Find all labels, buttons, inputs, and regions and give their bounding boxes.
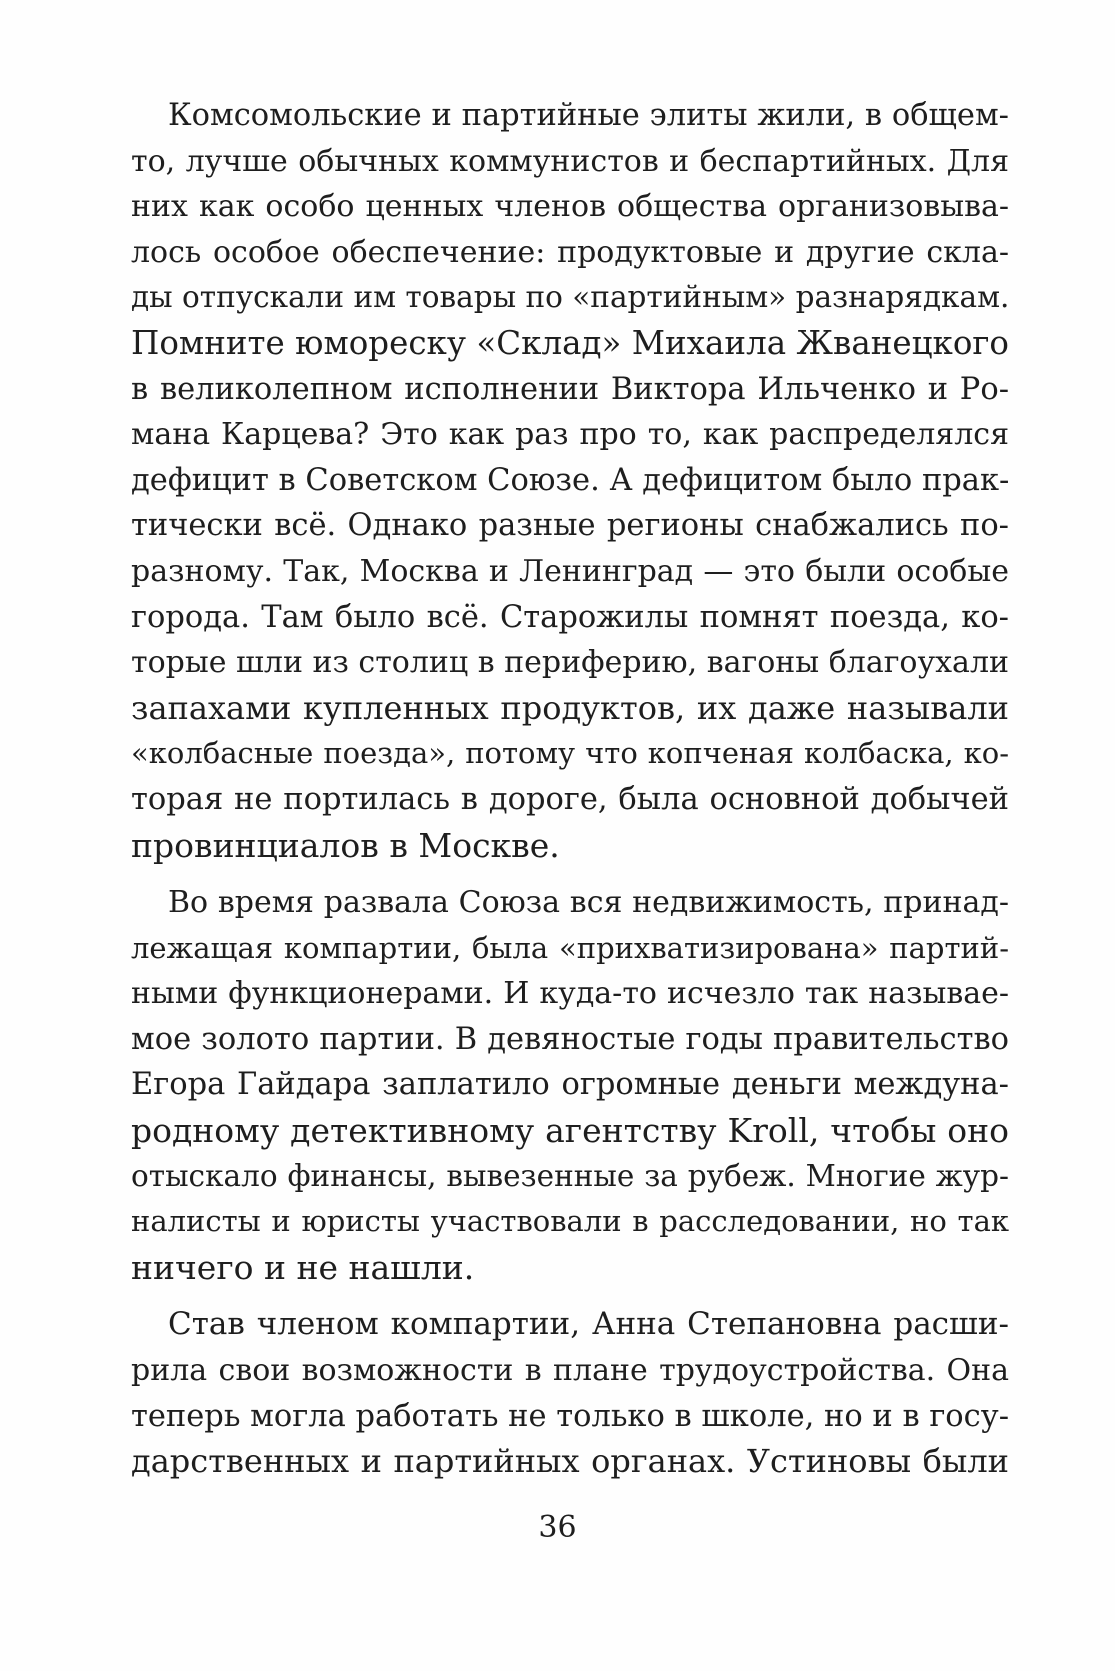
text-line: Егора Гайдара заплатило огромные деньги междуна- (131, 1067, 1009, 1103)
text-line: мое золото партии. В девяностые годы правительство (131, 1021, 1009, 1057)
text-line: Став членом компартии, Анна Степановна расши- (168, 1306, 1009, 1343)
text-line: города. Там было всё. Старожилы помнят поезда, ко- (131, 599, 1009, 635)
paragraph-1 (131, 93, 1009, 868)
text-line: торая не портилась в дороге, была основной добычей (131, 781, 1009, 817)
text-line: Во время развала Союза вся недвижимость, принад- (168, 885, 1009, 921)
text-line: теперь могла работать не только в школе, но и в госу- (131, 1398, 1009, 1434)
paragraph-3 (131, 1302, 1009, 1484)
text-line: лось особое обеспечение: продуктовые и другие скла- (131, 234, 1009, 270)
text-line: запахами купленных продуктов, их даже называли (131, 688, 1009, 727)
page-number: 36 (538, 1510, 577, 1545)
body-text (131, 93, 1009, 1485)
text-line: лежащая компартии, была «прихватизирована» партий- (131, 930, 1009, 965)
text-line: дарственных и партийных органах. Устиновы были (131, 1442, 1009, 1481)
text-line: Комсомольские и партийные элиты жили, в общем- (168, 98, 1009, 133)
text-line: то, лучше обычных коммунистов и беспартийных. Для (131, 143, 1009, 179)
text-line: в великолепном исполнении Виктора Ильченко и Ро- (131, 371, 1009, 407)
text-line: Помните юмореску «Склад» Михаила Жванецкого (131, 323, 1009, 362)
text-line: налисты и юристы участвовали в расследовании, но так (131, 1204, 1009, 1239)
text-line: отыскало финансы, вывезенные за рубеж. Многие жур- (131, 1158, 1009, 1193)
text-line: ными функционерами. И куда-то исчезло так называе- (131, 976, 1009, 1012)
text-line: мана Карцева? Это как раз про то, как распределялся (131, 417, 1009, 453)
text-line: тически всё. Однако разные регионы снабжались по- (131, 508, 1009, 544)
text-line: них как особо ценных членов общества организовыва- (131, 189, 1009, 225)
text-line: ничего и не нашли. (131, 1247, 475, 1287)
text-line: дефицит в Советском Союзе. А дефицитом было прак- (131, 462, 1010, 498)
text-line: провинциалов в Москве. (131, 825, 560, 865)
text-line: «колбасные поезда», потому что копченая колбаска, ко- (131, 736, 1009, 771)
text-line: ды отпускали им товары по «партийным» разнарядкам. (131, 280, 1010, 315)
text-line: родному детективному агентству Kroll, чтобы оно (131, 1111, 1009, 1151)
paragraph-2 (131, 880, 1009, 1290)
text-line: торые шли из столиц в периферию, вагоны благоухали (131, 645, 1009, 681)
text-line: рила свои возможности в плане трудоустройства. Она (131, 1353, 1009, 1389)
text-line: разному. Так, Москва и Ленинград — это были особые (131, 553, 1009, 589)
